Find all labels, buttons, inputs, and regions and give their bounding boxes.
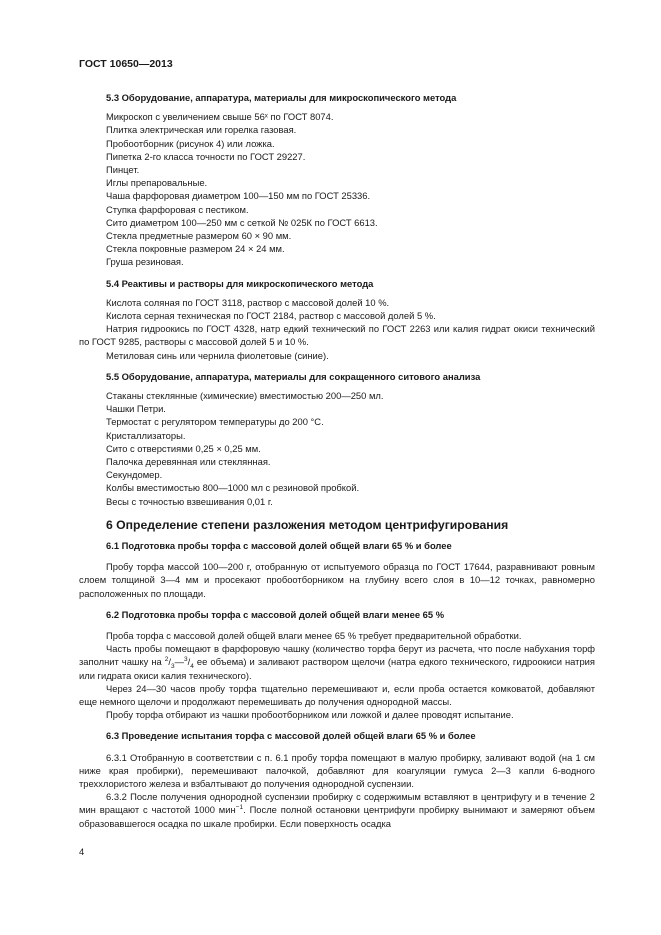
list-item: Ступка фарфоровая с пестиком. — [106, 203, 249, 215]
section-5-4-paragraph: Натрия гидроокись по ГОСТ 4328, натр едкий технический по ГОСТ 2263 или калия гидрат окиси технический по ГОСТ 9285, растворы с массовой долей 5 и 10 %. — [79, 323, 595, 348]
section-5-5-list — [79, 389, 595, 508]
section-6-3-1-paragraph: 6.3.1 Отобранную в соответствии с п. 6.1 пробу торфа помещают в малую пробирку, заливают водой (на 1 см ниже края пробирки), перемешивают палочкой, добавляют для коагуляции гумуса 2—3 капли 6-водного треххлористого железа и взбалтывают до получения однородной суспензии. — [79, 751, 595, 789]
superscript: −1 — [235, 804, 244, 812]
list-item: Пинцет. — [106, 164, 140, 176]
section-6-2-paragraph-2: Часть пробы помещают в фарфоровую чашку (количество торфа берут из расчета, что после набухания торф заполнит чашку на $^2/_3—^3/_4$ ее объема) и заливают раствором щелочи (натра едкого технического, гидроокиси натрия или гидрата окиси калия технического). — [79, 643, 596, 681]
section-6-title: 6 Определение степени разложения методом центрифугирования — [106, 517, 509, 532]
list-item: Сито с отверстиями 0,25 × 0,25 мм. — [106, 442, 261, 454]
fraction-numerator: 3 — [184, 656, 188, 664]
list-item: Палочка деревянная или стеклянная. — [106, 456, 271, 468]
list-item: Сито диаметром 100—250 мм с сеткой № 025К по ГОСТ 6613. — [106, 216, 378, 228]
section-6-3-2-paragraph — [79, 790, 595, 830]
text-run: ее объема) и заливают раствором щелочи (натра едкого технического, гидроокиси натрия или гидрата окиси калия технического). — [79, 656, 596, 681]
section-5-3-title: 5.3 Оборудование, аппаратура, материалы для микроскопического метода — [106, 92, 457, 103]
list-item: Стаканы стеклянные (химические) вместимостью 200—250 мл. — [106, 390, 384, 402]
section-6-1-paragraph: Пробу торфа массой 100—200 г, отобранную от испытуемого образца по ГОСТ 17644, разравнивают ровным слоем толщиной 3—4 мм и просекают пробоотборником на глубину всего слоя в 10—12 точках, равномерно расположенных по площади. — [79, 561, 595, 599]
section-6-2-paragraph-3: Через 24—30 часов пробу торфа тщательно перемешивают и, если проба остается комковатой, добавляют еще немного щелочи и продолжают перемешивать до получения однородной массы. — [79, 682, 595, 707]
section-5-5-title: 5.5 Оборудование, аппаратура, материалы для сокращенного ситового анализа — [106, 370, 481, 382]
list-item: Пробоотборник (рисунок 4) или ложка. — [106, 137, 275, 149]
section-6-2-paragraph-1: Проба торфа с массовой долей общей влаги менее 65 % требует предварительной обработки. — [106, 629, 522, 641]
text-run: Часть пробы помещают в фарфоровую чашку (количество торфа берут из расчета, что после набухания торф заполнит чашку на — [79, 643, 595, 668]
list-item: Стекла покровные размером 24 × 24 мм. — [106, 243, 285, 255]
fraction-dash: — — [174, 656, 185, 668]
section-6-3-title: 6.3 Проведение испытания торфа с массовой долей общей влаги 65 % и более — [106, 730, 476, 742]
list-item: Кислота серная техническая по ГОСТ 2184, раствор с массовой долей 5 %. — [106, 310, 436, 322]
list-item: Чаша фарфоровая диаметром 100—150 мм по ГОСТ 25336. — [106, 190, 371, 202]
list-item: Пипетка 2-го класса точности по ГОСТ 29227. — [106, 150, 306, 162]
section-6-2-title: 6.2 Подготовка пробы торфа с массовой долей общей влаги менее 65 % — [106, 608, 445, 620]
section-5-4-title: 5.4 Реактивы и растворы для микроскопического метода — [106, 277, 374, 289]
list-item: Кислота соляная по ГОСТ 3118, раствор с массовой долей 10 %. — [106, 296, 390, 308]
list-item: Термостат с регулятором температуры до 200 °С. — [106, 416, 324, 428]
list-item: Метиловая синь или чернила фиолетовые (синие). — [106, 349, 329, 361]
list-item: Кристаллизаторы. — [106, 429, 186, 441]
section-6-1-title: 6.1 Подготовка пробы торфа с массовой долей общей влаги 65 % и более — [106, 539, 452, 551]
fraction-numerator: 2 — [164, 656, 169, 664]
section-5-3-list — [79, 110, 595, 268]
page-number: 4 — [79, 846, 85, 857]
list-item: Плитка электрическая или горелка газовая. — [106, 124, 297, 136]
list-item: Колбы вместимостью 800—1000 мл с резиновой пробкой. — [106, 482, 360, 494]
section-5-4-list — [79, 296, 595, 322]
list-item: Чашки Петри. — [106, 403, 166, 415]
fraction-denominator: 4 — [190, 663, 194, 671]
list-item: Микроскоп с увеличением свыше 56ˣ по ГОСТ 8074. — [106, 111, 334, 123]
document-header: ГОСТ 10650—2013 — [79, 58, 173, 70]
text-run: 6.3.2 После получения однородной суспензии пробирку с содержимым вставляют в центрифугу и в течение 2 мин вращают с частотой 1000 мин — [79, 791, 595, 816]
fraction-denominator: 3 — [171, 663, 175, 671]
list-item: Груша резиновая. — [106, 256, 184, 268]
document-body — [79, 91, 595, 830]
text-run: . После полной остановки центрифуги пробирку вынимают и замеряют объем образовавшегося осадка по шкале пробирки. Если поверхность осадка — [79, 804, 595, 829]
list-item: Весы с точностью взвешивания 0,01 г. — [106, 495, 273, 507]
list-item: Стекла предметные размером 60 × 90 мм. — [106, 230, 292, 242]
list-item: Иглы препаровальные. — [106, 177, 208, 189]
section-6-2-paragraph-4: Пробу торфа отбирают из чашки пробоотборником или ложкой и далее проводят испытание. — [106, 709, 514, 721]
list-item: Секундомер. — [106, 469, 163, 481]
